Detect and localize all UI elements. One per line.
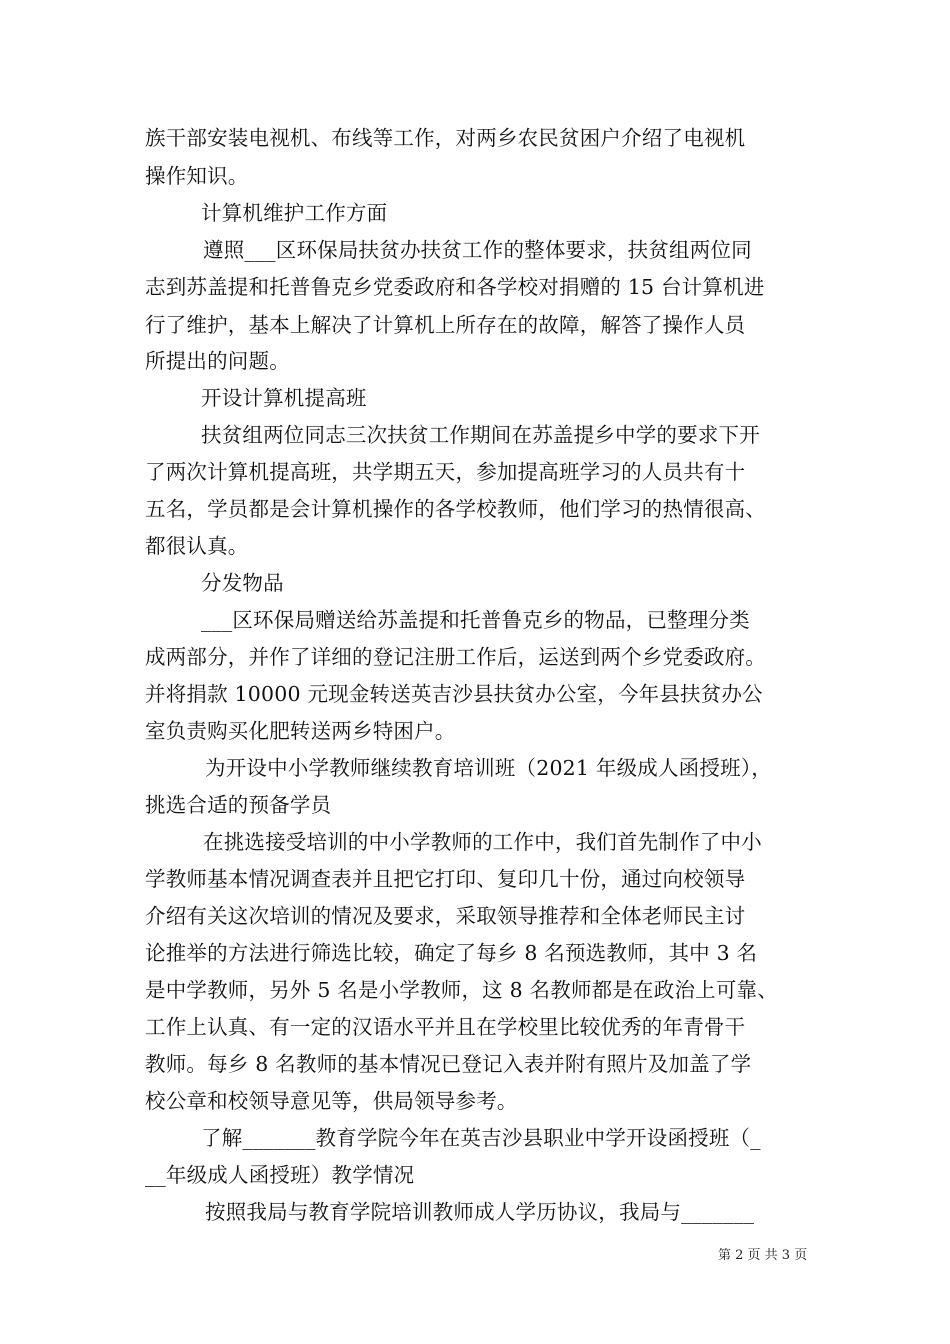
section-heading: __年级成人函授班）教学情况	[145, 1163, 415, 1187]
section-heading: 了解_______教育学院今年在英吉沙县职业中学开设函授班（_	[201, 1126, 761, 1150]
text-line: 五名，学员都是会计算机操作的各学校教师，他们学习的热情很高、	[145, 497, 766, 521]
text-line: 遵照___区环保局扶贫办扶贫工作的整体要求，扶贫组两位同	[203, 238, 752, 262]
text-line: ___区环保局赠送给苏盖提和托普鲁克乡的物品，已整理分类	[201, 608, 750, 632]
text-line: 学教师基本情况调查表并且把它打印、复印几十份，通过向校领导	[145, 867, 746, 891]
text-line: 在挑选接受培训的中小学教师的工作中，我们首先制作了中小	[203, 830, 762, 854]
text-line: 工作上认真、有一定的汉语水平并且在学校里比较优秀的年青骨干	[145, 1015, 746, 1039]
text-line: 并将捐款 10000 元现金转送英吉沙县扶贫办公室，今年县扶贫办公	[145, 682, 763, 706]
text-line: 论推举的方法进行筛选比较，确定了每乡 8 名预选教师，其中 3 名	[145, 941, 758, 965]
text-line: 操作知识。	[145, 164, 249, 188]
text-line: 了两次计算机提高班，共学期五天，参加提高班学习的人员共有十	[145, 460, 746, 484]
text-line: 行了维护，基本上解决了计算机上所存在的故障，解答了操作人员	[145, 313, 746, 337]
text-line: 族干部安装电视机、布线等工作，对两乡农民贫困户介绍了电视机	[145, 126, 746, 150]
section-heading: 分发物品	[201, 571, 284, 595]
section-heading: 计算机维护工作方面	[201, 201, 388, 225]
text-line: 成两部分，并作了详细的登记注册工作后，运送到两个乡党委政府。	[145, 645, 766, 669]
section-heading: 挑选合适的预备学员	[145, 793, 332, 817]
text-line: 教师。每乡 8 名教师的基本情况已登记入表并附有照片及加盖了学	[145, 1052, 752, 1076]
text-line: 都很认真。	[145, 534, 249, 558]
text-line: 介绍有关这次培训的情况及要求，采取领导推荐和全体老师民主讨	[145, 904, 746, 928]
text-line: 志到苏盖提和托普鲁克乡党委政府和各学校对捐赠的 15 台计算机进	[145, 275, 765, 299]
text-line: 按照我局与教育学院培训教师成人学历协议，我局与_______	[205, 1200, 755, 1224]
text-line: 扶贫组两位同志三次扶贫工作期间在苏盖提乡中学的要求下开	[201, 423, 760, 447]
page-number: 第 2 页 共 3 页	[718, 1248, 808, 1263]
section-heading: 为开设中小学教师继续教育培训班（2021 年级成人函授班），	[205, 756, 772, 780]
text-line: 所提出的问题。	[145, 349, 290, 373]
text-line: 室负责购买化肥转送两乡特困户。	[145, 719, 456, 743]
text-line: 是中学教师，另外 5 名是小学教师，这 8 名教师都是在政治上可靠、	[145, 978, 778, 1002]
section-heading: 开设计算机提高班	[201, 386, 367, 410]
text-line: 校公章和校领导意见等，供局领导参考。	[145, 1089, 518, 1113]
